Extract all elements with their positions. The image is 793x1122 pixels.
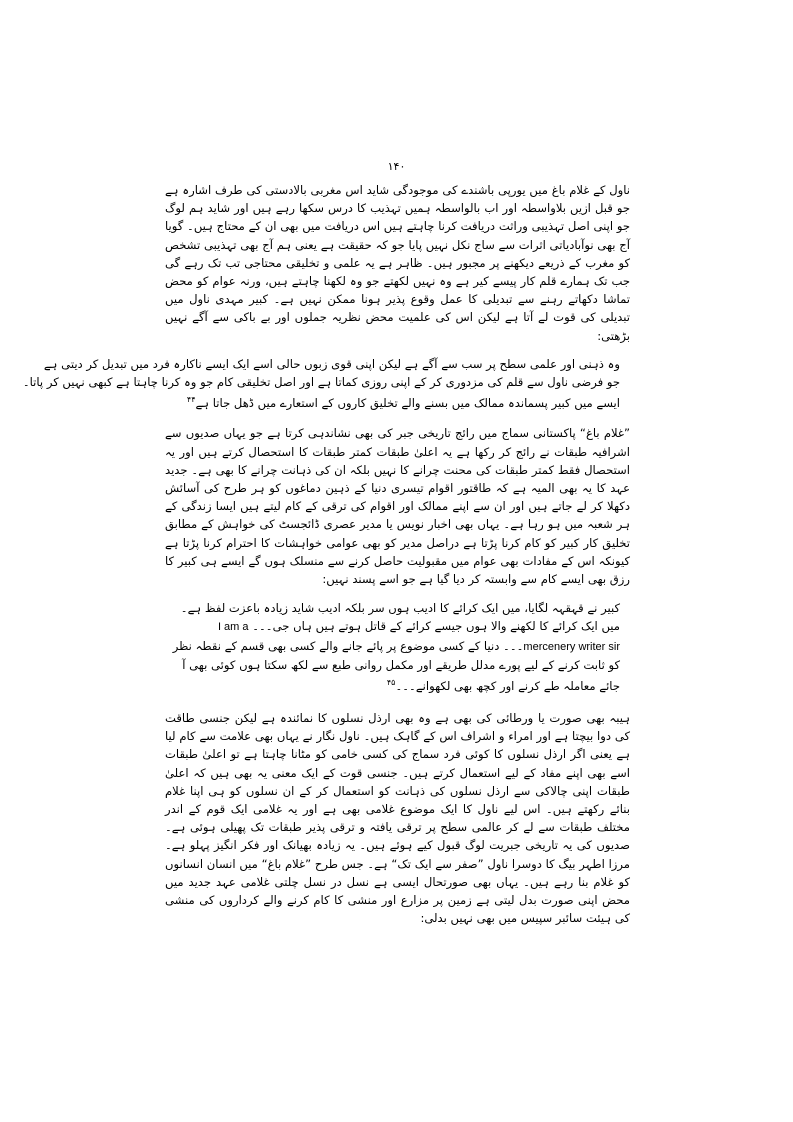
page-body: [22, 181, 630, 927]
quote-2-english: I am a mercenery writer sir: [217, 621, 620, 653]
footnote-marker-44: ۴۴: [186, 395, 196, 405]
page-number: ۱۴۰: [387, 160, 406, 173]
footnote-marker-45: ۴۵: [386, 677, 396, 687]
paragraph-1: ناول کے غلام باغ میں یورپی باشندے کی موجودگی شاید اس مغربی بالادستی کی طرف اشارہ ہے جو قبل ازیں بلاواسطہ اور اب بالواسطہ ہمیں تہذیب کا درس سکھا رہے ہیں اور شاید ہم لوگ جو اپنی اصل تہذیبی وراثت دریافت کرنا چاہتے ہیں اس دریافت میں بھی ان کے محتاج ہیں۔ گویا آج بھی نوآبادیاتی اثرات سے ساج نکل نہیں پایا جو کہ حقیقت ہے یعنی ہم آج بھی تہذیبی تشخص کو مغرب کے ذریعے دیکھنے پر مجبور ہیں۔ ظاہر ہے یہ علمی و تخلیقی محتاجی تب تک رہے گی جب تک ہمارے قلم کار پیسے کیر ہے وہ نہیں لکھتے جو وہ لکھنا چاہتے ہیں، ورنہ عوام کو محض تماشا دکھاتے رہنے سے تبدیلی کا عمل وقوع پذیر ہونا ممکن نہیں ہے۔ کبیر مہدی ناول میں تبدیلی کی قوت لے آتا ہے لیکن اس کی علمیت محض نظریہ جملوں اور بے باکی سے آگے نہیں بڑھتی:: [165, 183, 630, 343]
quote-2-part-2: ۔۔۔ دنیا کے کسی موضوع پر پائے جانے والے کسی بھی قسم کے نقطہ نظر کو ثابت کرنے کے لیے پورے مدلل طریقے اور مکمل روانی طبع سے لکھ سکتا ہوں کوئی بھی آ جائے معاملہ طے کرنے اور کچھ بھی لکھوانے۔۔۔: [172, 638, 620, 693]
quote-1-line-3-text: ایسے میں کبیر پسماندہ ممالک میں بسنے والے تخلیق کاروں کے استعارے میں ڈھل جاتا ہے: [195, 396, 620, 411]
quote-1-line-1: وہ ذہنی اور علمی سطح پر سب سے آگے ہے لیکن اپنی قوی زبوں حالی اسے ایک ایسے ناکارہ فرد میں تبدیل کر دیتی ہے: [43, 356, 620, 371]
paragraph-2: ”غلام باغ“ پاکستانی سماج میں رائج تاریخی جبر کی بھی نشاندہی کرتا ہے جو یہاں صدیوں سے اشرافیہ طبقات نے رائج کر رکھا ہے یہ اعلیٰ طبقات کمتر طبقات کا استحصال کرتے ہیں اور یہ استحصال فقط کمتر طبقات کی محنت چرانے کا نہیں بلکہ ان کی ذہانت چرانے کا بھی ہے۔ جدید عہد کا یہ بھی المیہ ہے کہ طاقتور اقوام تیسری دنیا کے ذہین دماغوں کو ہر طرح کی آسائش دکھلا کر لے جاتے ہیں اور ان سے اپنے ممالک اور اقوام کی ترقی کے کام لیتے ہیں ایسا زندگی کے ہر شعبہ میں ہو رہا ہے۔ یہاں بھی اخبار نویس یا مدیر عصری ڈائجسٹ کی خواہش کے مطابق تخلیق کار کبیر کو کام کرنا پڑتا ہے دراصل مدیر کو بھی عوامی خواہشات کا احترام کرنا پڑتا ہے کیونکہ اس کے مفادات بھی عوام میں مقبولیت حاصل کرنے سے منسلک ہوں گے ایسے ہی کبیر کا رزق بھی ایسے کام سے وابستہ کر دیا گیا ہے جو اسے پسند نہیں:: [165, 426, 630, 586]
quote-1-line-3: [171, 391, 620, 412]
paragraph-3: ہیبہ بھی صورت یا ورطائی کی بھی ہے وہ بھی ارذل نسلوں کا نمائندہ ہے لیکن جنسی طاقت کی دوا بیچتا ہے اور امراء و اشراف اس کے گاہک ہیں۔ ناول نگار نے یہاں بھی علامت سے کام لیا ہے یعنی اگر ارذل نسلوں کا کوئی فرد سماج کی کسی خامی کو مٹانا چاہتا ہے تو اعلیٰ طبقات اسے بھی اپنے مفاد کے لیے استعمال کرتے ہیں۔ جنسی قوت کے ایک معنی یہ بھی ہیں کہ اعلیٰ طبقات اپنی چالاکی سے ارذل نسلوں کی ذہانت کو استعمال کر کے ان نسلوں کو ہی اپنا غلام بنائے رکھتے ہیں۔ اس لیے ناول کا ایک موضوع غلامی بھی ہے اور یہ غلامی ایک قوم کے اندر مختلف طبقات سے لے کر عالمی سطح پر ترقی یافتہ و ترقی پذیر طبقات تک پھیلی ہوئی ہے۔ صدیوں کی یہ تاریخی جبریت لوگ قبول کیے ہوئے ہیں۔ یہ زیادہ بھیانک اور فکر انگیز پہلو ہے۔ مرزا اطہر بیگ کا دوسرا ناول ”صفر سے ایک تک“ ہے۔ جس طرح ”غلام باغ“ میں انسان انسانوں کو غلام بنا رہے ہیں۔ یہاں بھی صورتحال ایسی ہے نسل در نسل چلتی غلامی عہد جدید میں محض اپنی صورت بدل لیتی ہے زمین پر مزارع اور منشی کا کام کرنے والے کرداروں کی منشی کی ہیئت سائبر سپیس میں بھی نہیں بدلی:: [165, 711, 630, 926]
quote-1: [22, 355, 630, 412]
quote-2: [165, 599, 630, 695]
quote-1-line-2: جو فرضی ناول سے قلم کی مزدوری کر کے اپنی روزی کماتا ہے اور اصل تخلیقی کام جو وہ کرنا چاہتا ہے کبھی نہیں کر پاتا۔: [22, 375, 620, 390]
quote-2-part-1: کبیر نے قہقہہ لگایا، میں ایک کرائے کا ادیب ہوں سر بلکہ ادیب شاید زیادہ باعزت لفظ ہے۔ میں ایک کرائے کا لکھنے والا ہوں جیسے کرائے کے قاتل ہوتے ہیں ہاں جی۔۔۔: [180, 601, 620, 634]
